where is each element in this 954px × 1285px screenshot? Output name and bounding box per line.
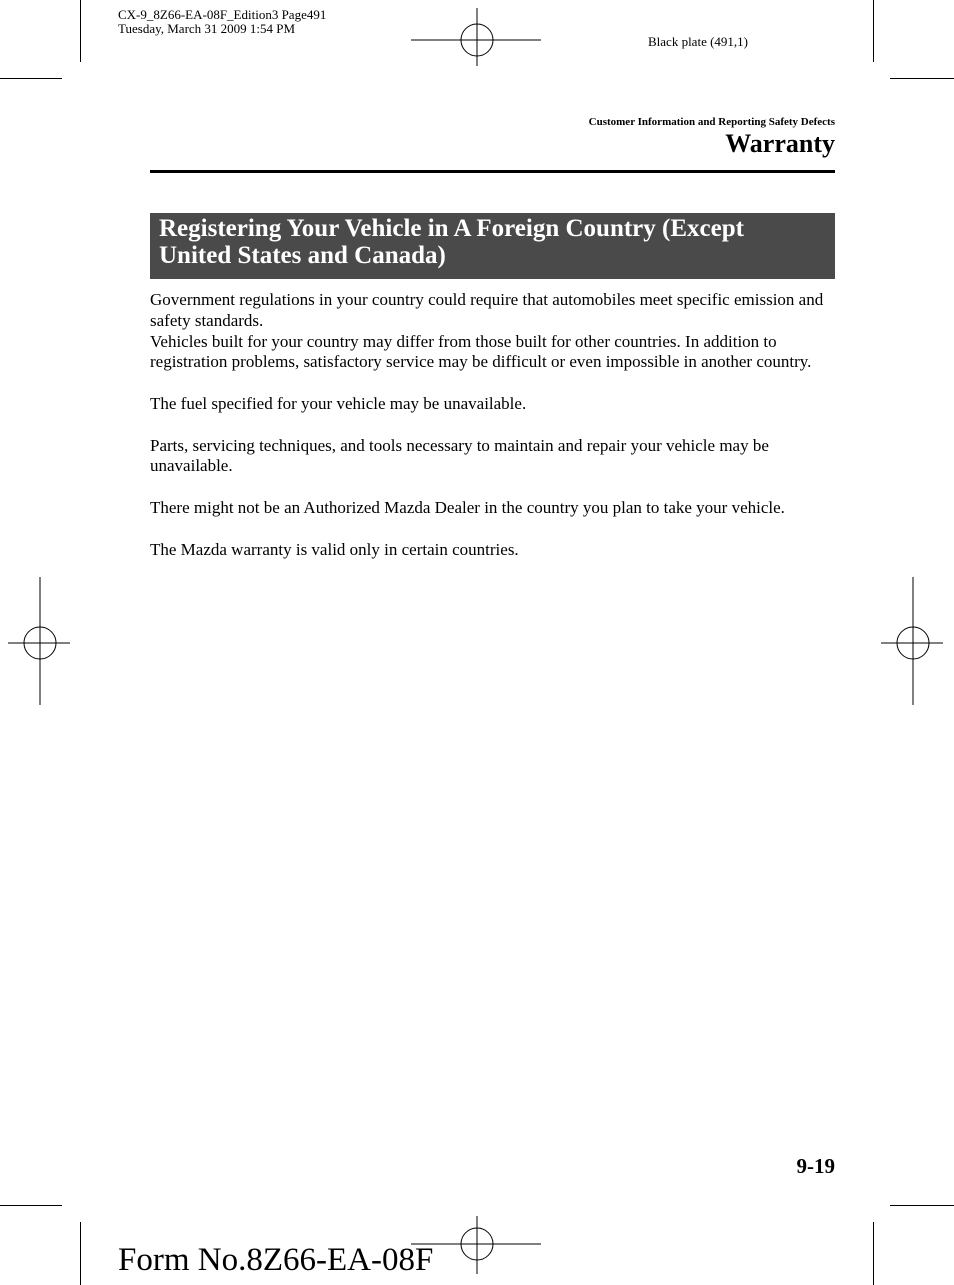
print-job-line: CX-9_8Z66-EA-08F_Edition3 Page491	[118, 7, 327, 22]
crop-mark	[873, 0, 874, 62]
page-number: 9-19	[796, 1154, 835, 1178]
topic-heading-banner	[150, 213, 835, 279]
body-text	[150, 290, 840, 560]
topic-heading-line: Registering Your Vehicle in A Foreign Country (Except	[159, 215, 744, 242]
crop-mark	[80, 0, 81, 62]
crop-mark	[80, 1222, 81, 1285]
registration-mark-icon	[411, 8, 543, 68]
registration-mark-icon	[881, 577, 945, 707]
topic-heading-line: United States and Canada)	[159, 242, 446, 269]
paragraph: Vehicles built for your country may differ from those built for other countries. In addition to registration problems, satisfactory service may be difficult or even impossible in another country.	[150, 331, 812, 372]
print-job-info	[118, 8, 326, 36]
paragraph: Parts, servicing techniques, and tools necessary to maintain and repair your vehicle may be unavailable.	[150, 435, 769, 476]
crop-mark	[873, 1222, 874, 1285]
crop-mark	[890, 78, 954, 79]
section-title: Customer Information and Reporting Safety Defects	[588, 116, 835, 128]
header-rule	[150, 170, 835, 173]
paragraph: Government regulations in your country could require that automobiles meet specific emission and safety standards.	[150, 290, 824, 330]
paragraph: The Mazda warranty is valid only in certain countries.	[150, 539, 519, 559]
crop-mark	[0, 1205, 62, 1206]
paragraph: The fuel specified for your vehicle may be unavailable.	[150, 393, 527, 413]
plate-label: Black plate (491,1)	[648, 34, 748, 49]
form-number: Form No.8Z66-EA-08F	[118, 1242, 434, 1278]
paragraph: There might not be an Authorized Mazda Dealer in the country you plan to take your vehicle.	[150, 497, 785, 517]
chapter-title: Warranty	[725, 129, 835, 158]
print-date-line: Tuesday, March 31 2009 1:54 PM	[118, 21, 296, 36]
crop-mark	[890, 1205, 954, 1206]
registration-mark-icon	[8, 577, 72, 707]
crop-mark	[0, 78, 62, 79]
